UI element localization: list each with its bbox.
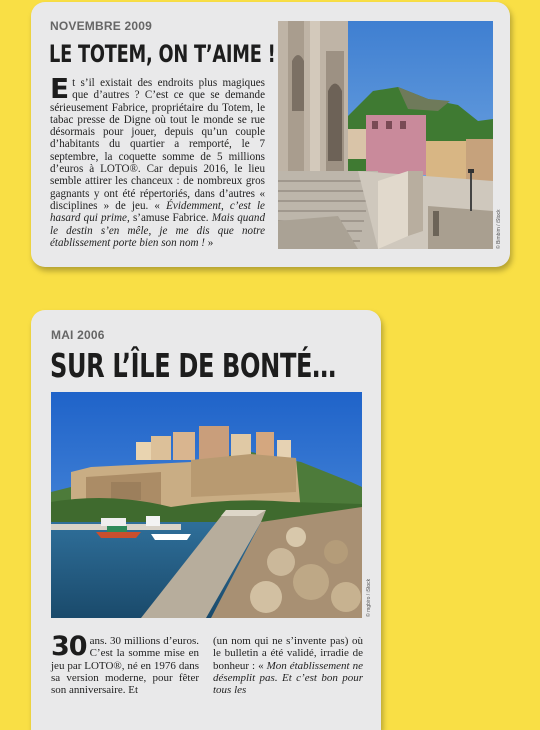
big-number: 30 bbox=[51, 631, 87, 662]
body-quote: Mais quand le destin s’en mêle, je me dis que notre établissement porte bien son nom ! bbox=[50, 212, 265, 249]
article-headline: LE TOTEM, ON T’AIME ! bbox=[49, 40, 276, 68]
body-text: s’amuse Fabrice. bbox=[129, 212, 212, 225]
harbor-citadel-photo bbox=[51, 392, 362, 618]
body-quote: Évidemment, c’est le hasard qui prime, bbox=[50, 199, 265, 225]
article-card-bonte bbox=[31, 310, 381, 730]
drop-cap: E bbox=[50, 72, 70, 105]
article-card-totem bbox=[31, 2, 510, 267]
body-quote: Mon établissement ne désemplit pas. Et c’est bon pour tous les bbox=[213, 659, 363, 697]
article-date: MAI 2006 bbox=[51, 328, 105, 342]
cathedral-photo bbox=[278, 21, 493, 249]
article-body bbox=[50, 72, 265, 249]
article-column-left bbox=[51, 631, 199, 697]
photo-credit: © mgbiro / iStock bbox=[366, 578, 372, 617]
article-date: NOVEMBRE 2009 bbox=[50, 19, 152, 33]
article-column-right bbox=[213, 635, 363, 696]
body-text: t s’il existait des endroits plus magiques que d’autres ? C’est ce que se demande sérieusement Fabrice, propriétaire du Totem, le tabac presse de Digne où tout le monde se rue désormais pour jouer, depuis qu’un couple d’habitants du quartier a remporté, le 7 septembre, la coquette somme de 5 millions d’euros à LOTO®. Car depuis 2016, le lieu semble attirer les chanceux : de nombreux gros gagnants y ont été répertoriés, dans d’autres « disciplines » de jeu. « bbox=[50, 77, 265, 212]
article-headline: SUR L’ÎLE DE BONTÉ… bbox=[50, 346, 336, 385]
photo-credit: © Bimbim / iStock bbox=[496, 209, 502, 249]
body-text: (un nom qui ne s’invente pas) où le bulletin a été validé, irradie de bonheur : « bbox=[213, 635, 363, 672]
body-text: ans. 30 millions d’euros. C’est la somme mise en jeu par LOTO®, né en 1976 dans sa version moderne, pour fêter son anniversaire. Et bbox=[51, 635, 199, 697]
body-text: » bbox=[204, 236, 214, 249]
